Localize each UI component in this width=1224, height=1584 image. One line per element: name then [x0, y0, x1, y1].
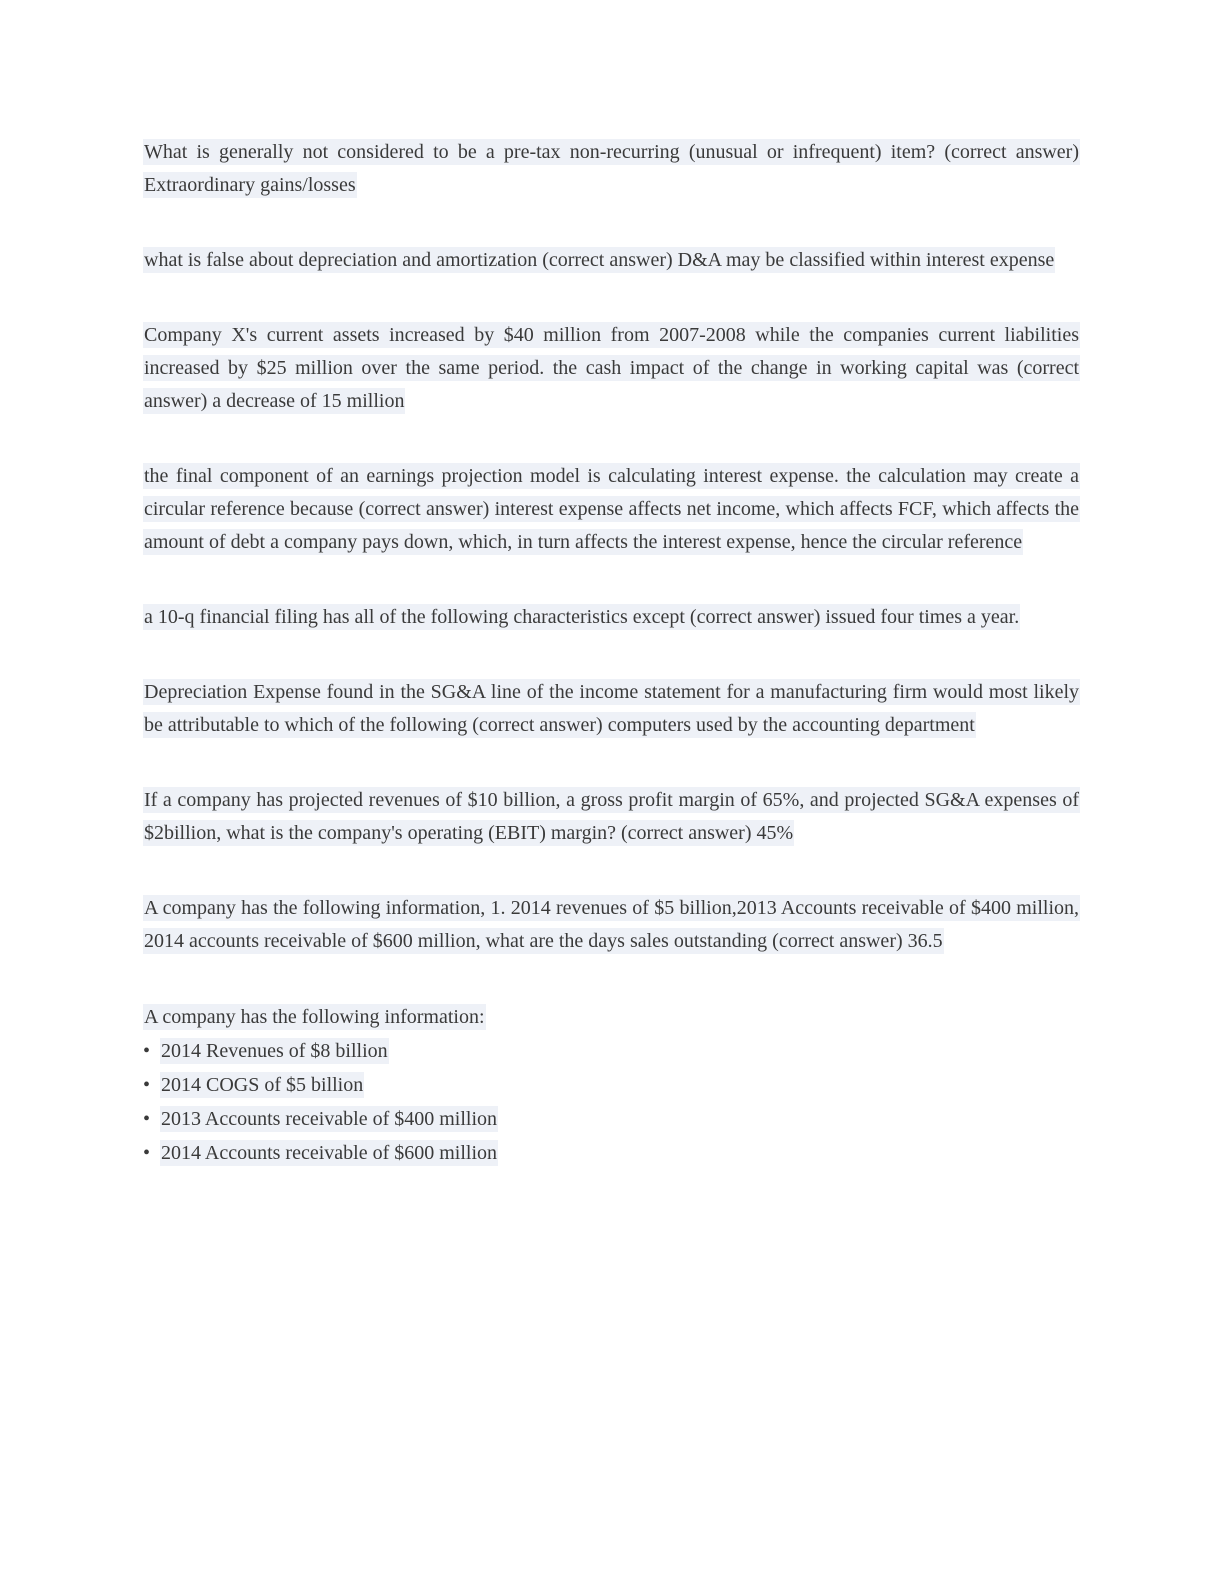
list-intro-text: A company has the following information:	[144, 1006, 485, 1028]
paragraph	[143, 676, 1080, 742]
paragraph	[143, 784, 1080, 850]
paragraph	[143, 319, 1080, 418]
paragraph-text: Depreciation Expense found in the SG&A line of the income statement for a manufacturing firm would most likely be attributable to which of the following (correct answer) computers used by the accounting department	[144, 681, 1079, 736]
paragraph-text: A company has the following information, 1. 2014 revenues of $5 billion,2013 Accounts receivable of $400 million, 2014 accounts receivable of $600 million, what are the days sales outstanding (correct answer) 36.5	[144, 897, 1079, 952]
paragraph	[143, 244, 1080, 277]
list-item-text: 2014 Accounts receivable of $600 million	[161, 1142, 498, 1164]
list-intro	[143, 1000, 1080, 1034]
paragraph-text: the final component of an earnings projection model is calculating interest expense. the calculation may create a circular reference because (correct answer) interest expense affects net income, which affects FCF, which affects the amount of debt a company pays down, which, in turn affects the interest expense, hence the circular reference	[144, 465, 1079, 553]
paragraph	[143, 460, 1080, 559]
paragraph-text: What is generally not considered to be a pre-tax non-recurring (unusual or infrequent) item? (correct answer) Extraordinary gains/losses	[144, 141, 1079, 196]
paragraph-text: a 10-q financial filing has all of the following characteristics except (correct answer) issued four times a year.	[144, 606, 1020, 628]
list-item	[143, 1136, 1080, 1170]
paragraph-text: what is false about depreciation and amortization (correct answer) D&A may be classified within interest expense	[144, 249, 1055, 271]
list-item	[143, 1034, 1080, 1068]
list-item-text: 2014 COGS of $5 billion	[161, 1074, 364, 1096]
company-info-block	[143, 1000, 1080, 1170]
bullet-icon: •	[143, 1040, 151, 1062]
list-item	[143, 1068, 1080, 1102]
list-item-text: 2014 Revenues of $8 billion	[161, 1040, 388, 1062]
paragraph-text: Company X's current assets increased by $40 million from 2007-2008 while the companies current liabilities increased by $25 million over the same period. the cash impact of the change in working capital was (correct answer) a decrease of 15 million	[144, 324, 1079, 412]
list-item-text: 2013 Accounts receivable of $400 million	[161, 1108, 498, 1130]
paragraph	[143, 136, 1080, 202]
paragraph	[143, 892, 1080, 958]
bullet-icon: •	[143, 1074, 151, 1096]
list-item	[143, 1102, 1080, 1136]
bullet-icon: •	[143, 1142, 151, 1164]
bullet-icon: •	[143, 1108, 151, 1130]
paragraph	[143, 601, 1080, 634]
paragraph-text: If a company has projected revenues of $10 billion, a gross profit margin of 65%, and projected SG&A expenses of $2billion, what is the company's operating (EBIT) margin? (correct answer) 45%	[144, 789, 1079, 844]
